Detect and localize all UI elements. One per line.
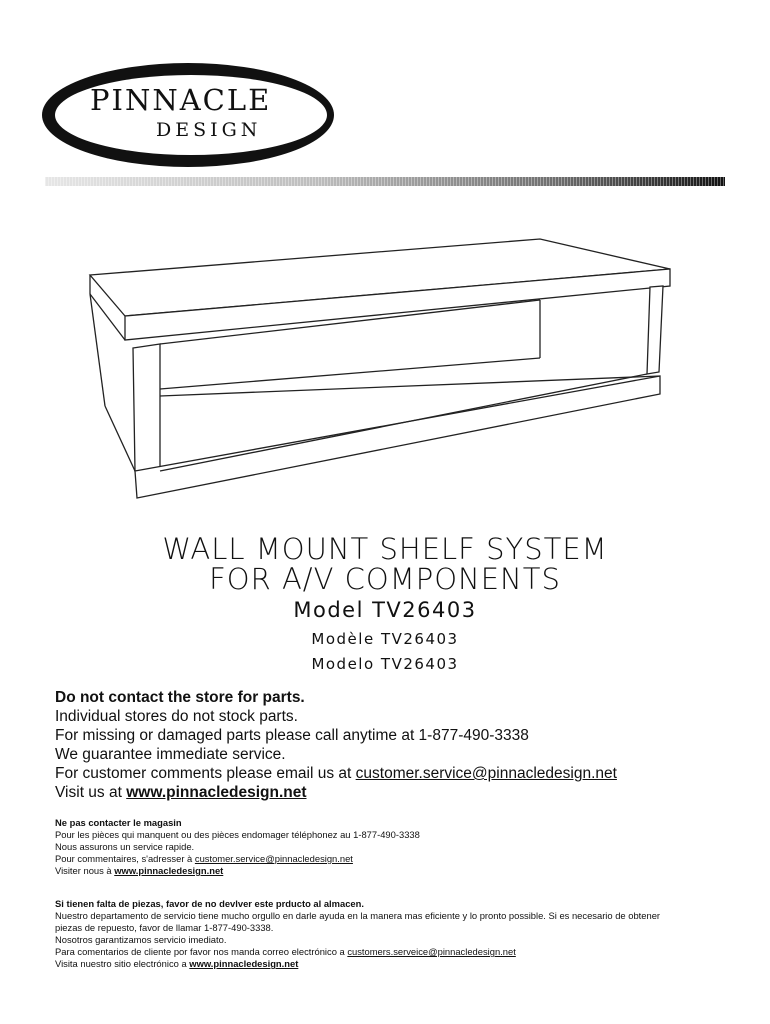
spanish-line5-prefix: Visita nuestro sitio electrónico a bbox=[55, 958, 190, 969]
english-line3: We guarantee immediate service. bbox=[55, 746, 286, 763]
french-line2: Nous assurons un service rapide. bbox=[55, 841, 195, 852]
english-line2: For missing or damaged parts please call anytime at 1-877-490-3338 bbox=[55, 727, 529, 744]
french-line3 bbox=[55, 853, 353, 865]
english-line5 bbox=[55, 783, 307, 802]
spanish-website-link[interactable]: www.pinnacledesign.net bbox=[189, 958, 299, 969]
shelf-left-post bbox=[133, 344, 160, 471]
shelf-middle-back bbox=[160, 358, 540, 389]
spanish-line4-prefix: Para comentarios de cliente por favor nos manda correo electrónico a bbox=[55, 946, 348, 957]
french-email-link[interactable]: customer.service@pinnacledesign.net bbox=[194, 853, 353, 864]
spanish-line2: piezas de repuesto, favor de llamar 1-877-490-3338. bbox=[55, 922, 274, 933]
spanish-line4 bbox=[55, 946, 516, 958]
document-title-line1: WALL MOUNT SHELF SYSTEM bbox=[162, 532, 608, 566]
shelf-left-side-2 bbox=[105, 406, 135, 471]
french-website-link[interactable]: www.pinnacledesign.net bbox=[114, 865, 224, 876]
header-gradient-bar bbox=[45, 177, 725, 186]
english-line4 bbox=[55, 764, 617, 783]
shelf-illustration bbox=[85, 236, 675, 506]
english-line4-prefix: For customer comments please email us at bbox=[55, 765, 356, 782]
english-heading: Do not contact the store for parts. bbox=[55, 689, 305, 706]
shelf-right-post bbox=[647, 286, 663, 374]
pinnacle-design-logo bbox=[38, 60, 338, 170]
english-email-link[interactable]: customer.service@pinnacledesign.net bbox=[355, 765, 617, 782]
english-line1: Individual stores do not stock parts. bbox=[55, 708, 298, 725]
french-line1: Pour les pièces qui manquent ou des pièces endomager téléphonez au 1-877-490-3338 bbox=[55, 829, 420, 840]
spanish-line3: Nosotros garantizamos servicio imediato. bbox=[55, 934, 227, 945]
french-line4 bbox=[55, 865, 223, 877]
document-title-line2: FOR A/V COMPONENTS bbox=[209, 562, 561, 596]
spanish-line1: Nuestro departamento de servicio tiene mucho orgullo en darle ayuda en la manera mas eficiente y lo pronto possible. Si es necesario de obtener bbox=[55, 910, 661, 921]
model-spanish: Modelo TV26403 bbox=[311, 655, 459, 673]
spanish-line5 bbox=[55, 958, 298, 970]
model-french: Modèle TV26403 bbox=[311, 630, 459, 648]
english-website-link[interactable]: www.pinnacledesign.net bbox=[126, 784, 307, 801]
french-heading: Ne pas contacter le magasin bbox=[55, 817, 182, 828]
shelf-bottom-back bbox=[160, 374, 647, 471]
french-line3-prefix: Pour commentaires, s'adresser à bbox=[55, 853, 195, 864]
model-english: Model TV26403 bbox=[293, 598, 477, 622]
french-line4-prefix: Visiter nous à bbox=[55, 865, 115, 876]
english-line5-prefix: Visit us at bbox=[55, 784, 127, 801]
spanish-email-link[interactable]: customers.serveice@pinnacledesign.net bbox=[347, 946, 516, 957]
logo-line2: DESIGN bbox=[156, 119, 262, 141]
logo-line1: PINNACLE bbox=[90, 83, 272, 117]
spanish-heading: Si tienen falta de piezas, favor de no devlver este prducto al almacen. bbox=[55, 898, 364, 909]
